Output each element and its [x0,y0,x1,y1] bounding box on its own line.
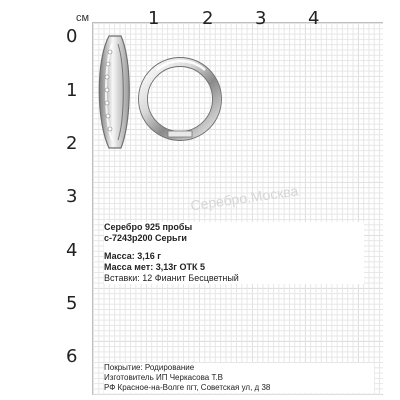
metal-mass-line: Масса мет: 3,13г ОТК 5 [104,262,205,272]
address-line: РФ Красное-на-Волге пгт, Советская ул, д 38 [104,383,271,392]
earring-front-view [139,58,222,141]
ruler-y-tick-0: 0 [66,26,78,47]
ruler-x-tick-4: 4 [308,8,320,29]
coating-line: Покрытие: Родирование [104,363,195,372]
earring-side-view [99,36,129,148]
ruler-y-tick-1: 1 [66,80,78,101]
ruler-y-tick-3: 3 [66,186,78,207]
mass-line: Масса: 3,16 г [104,251,162,261]
ruler-x-tick-3: 3 [255,8,267,29]
ruler-y-tick-6: 6 [66,346,78,367]
ruler-x-tick-2: 2 [202,8,214,29]
article-line: с-7243р200 Серьги [104,233,187,243]
material-line: Серебро 925 пробы [104,222,193,232]
ruler-y-tick-5: 5 [66,293,78,314]
ruler-x-tick-1: 1 [148,8,160,29]
ruler-y-tick-2: 2 [66,133,78,154]
manufacturer-line: Изготовитель ИП Черкасова Т.В [104,373,223,382]
product-info [104,222,364,284]
inserts-line: Вставки: 12 Фианит Бесцветный [104,273,239,283]
ruler-y-tick-4: 4 [66,240,78,261]
product-footer [104,363,374,393]
ruler-unit-label: см [76,12,90,24]
watermark-text: Серебро.Москва [189,182,300,214]
